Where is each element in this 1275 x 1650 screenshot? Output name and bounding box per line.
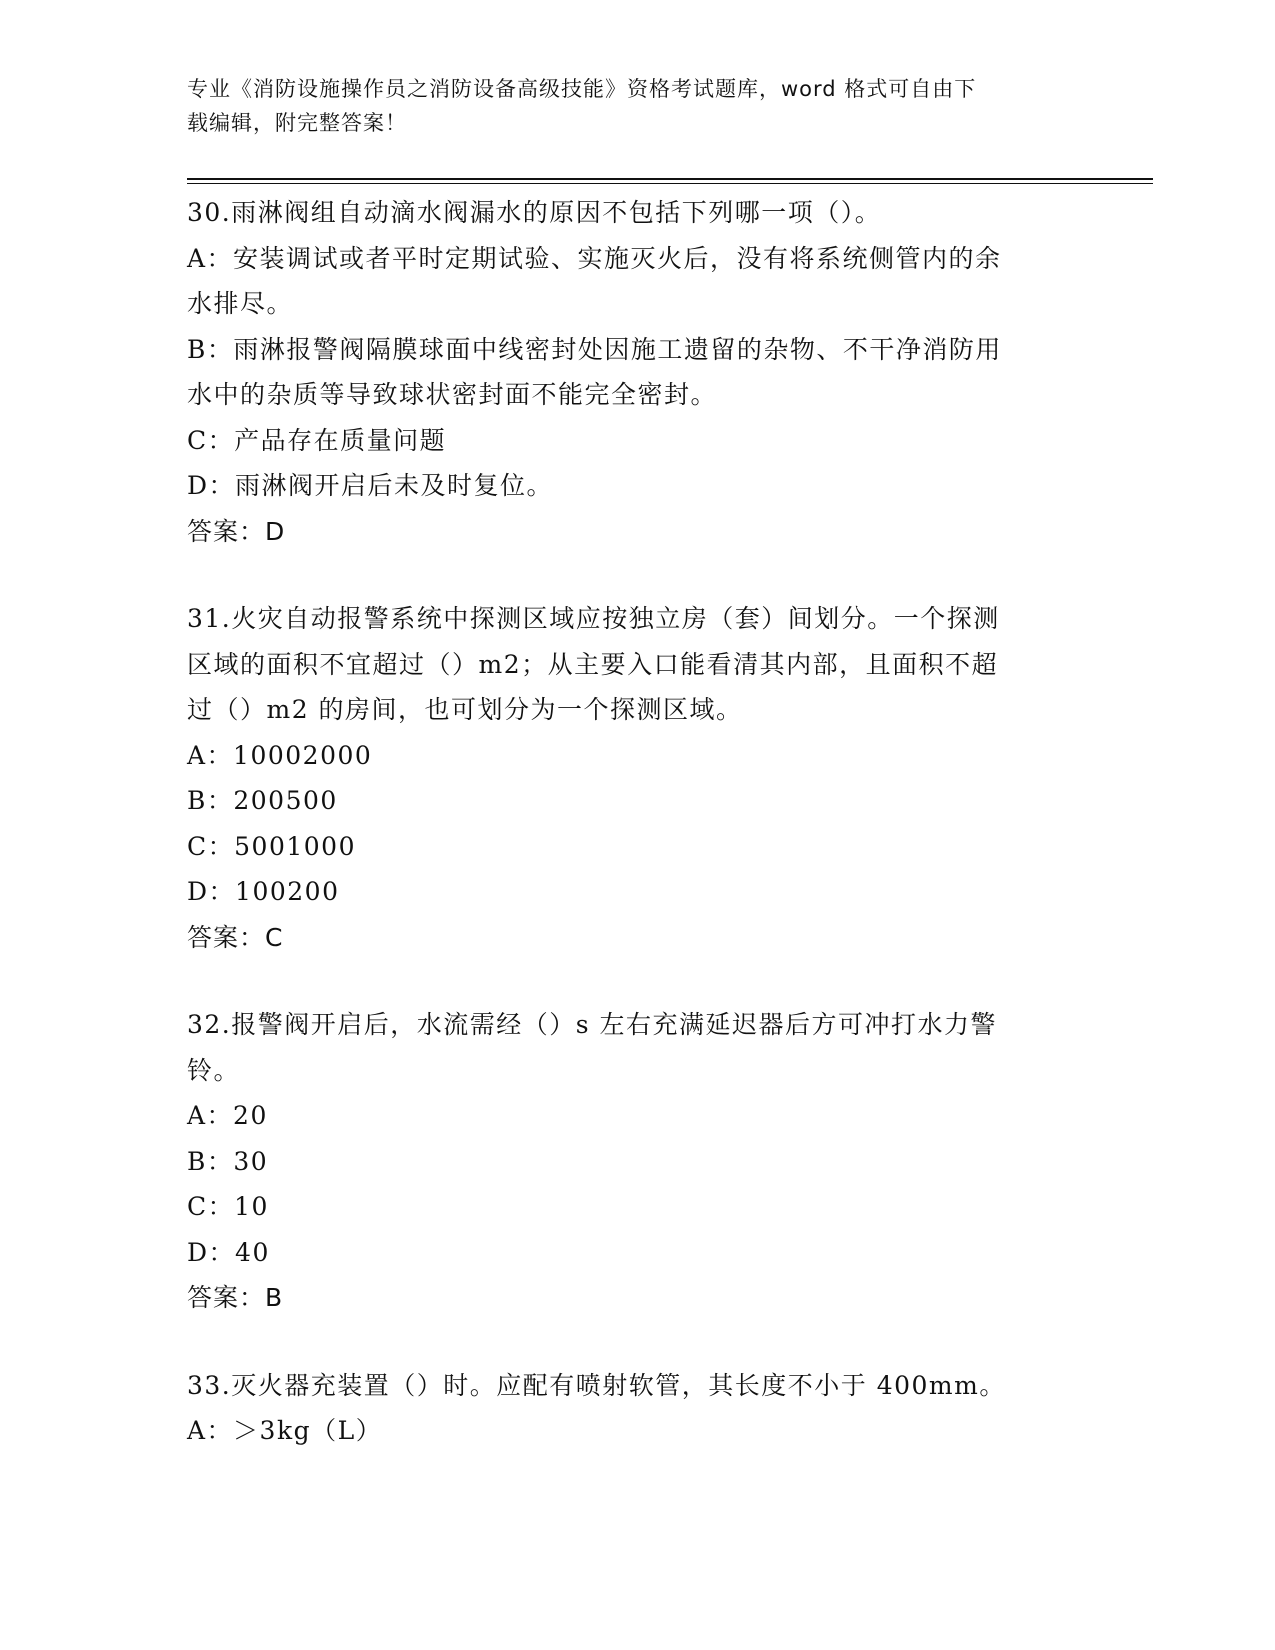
document-header (187, 72, 1077, 140)
answer-label: 答案：D (187, 516, 286, 546)
option-b: B：200500 (187, 786, 338, 815)
question-stem: 31.火灾自动报警系统中探测区域应按独立房（套）间划分。一个探测 (187, 604, 1000, 633)
option-b: B：雨淋报警阀隔膜球面中线密封处因施工遗留的杂物、不干净消防用 (187, 334, 1002, 364)
question-30 (187, 190, 1067, 554)
option-a: A：20 (187, 1101, 268, 1130)
option-a: A：安装调试或者平时定期试验、实施灭火后，没有将系统侧管内的余 (187, 243, 1002, 273)
header-divider-thin (187, 183, 1153, 184)
question-33 (187, 1363, 1067, 1454)
question-stem: 33.灭火器充装置（）时。应配有喷射软管，其长度不小于 400mm。 (187, 1370, 1006, 1400)
question-stem-cont: 铃。 (187, 1055, 241, 1085)
header-line-1: 专业《消防设施操作员之消防设备高级技能》资格考试题库，word 格式可自由下 (187, 77, 977, 101)
option-b: B：30 (187, 1146, 269, 1176)
option-d: D：40 (187, 1237, 270, 1267)
question-list (187, 190, 1067, 1496)
question-32 (187, 1002, 1067, 1321)
question-stem: 32.报警阀开启后，水流需经（）s 左右充满延迟器后方可冲打水力警 (187, 1010, 998, 1039)
option-a: A：10002000 (187, 740, 373, 770)
option-d: D：100200 (187, 877, 340, 906)
option-d: D：雨淋阀开启后未及时复位。 (187, 471, 554, 500)
question-31 (187, 596, 1067, 960)
answer-label: 答案：C (187, 922, 284, 952)
question-stem: 30.雨淋阀组自动滴水阀漏水的原因不包括下列哪一项（）。 (187, 198, 882, 227)
question-stem-cont: 区域的面积不宜超过（）m2；从主要入口能看清其内部，且面积不超 (187, 649, 999, 679)
option-a-cont: 水排尽。 (187, 289, 294, 318)
header-line-2: 载编辑，附完整答案！ (187, 111, 407, 135)
answer-label: 答案：B (187, 1283, 284, 1312)
option-a: A：＞3kg（L） (187, 1416, 383, 1445)
option-c: C：产品存在质量问题 (187, 425, 447, 455)
question-stem-cont: 过（）m2 的房间，也可划分为一个探测区域。 (187, 695, 743, 724)
option-b-cont: 水中的杂质等导致球状密封面不能完全密封。 (187, 380, 718, 409)
header-divider-thick (187, 178, 1153, 180)
option-c: C：10 (187, 1192, 269, 1221)
option-c: C：5001000 (187, 831, 356, 861)
